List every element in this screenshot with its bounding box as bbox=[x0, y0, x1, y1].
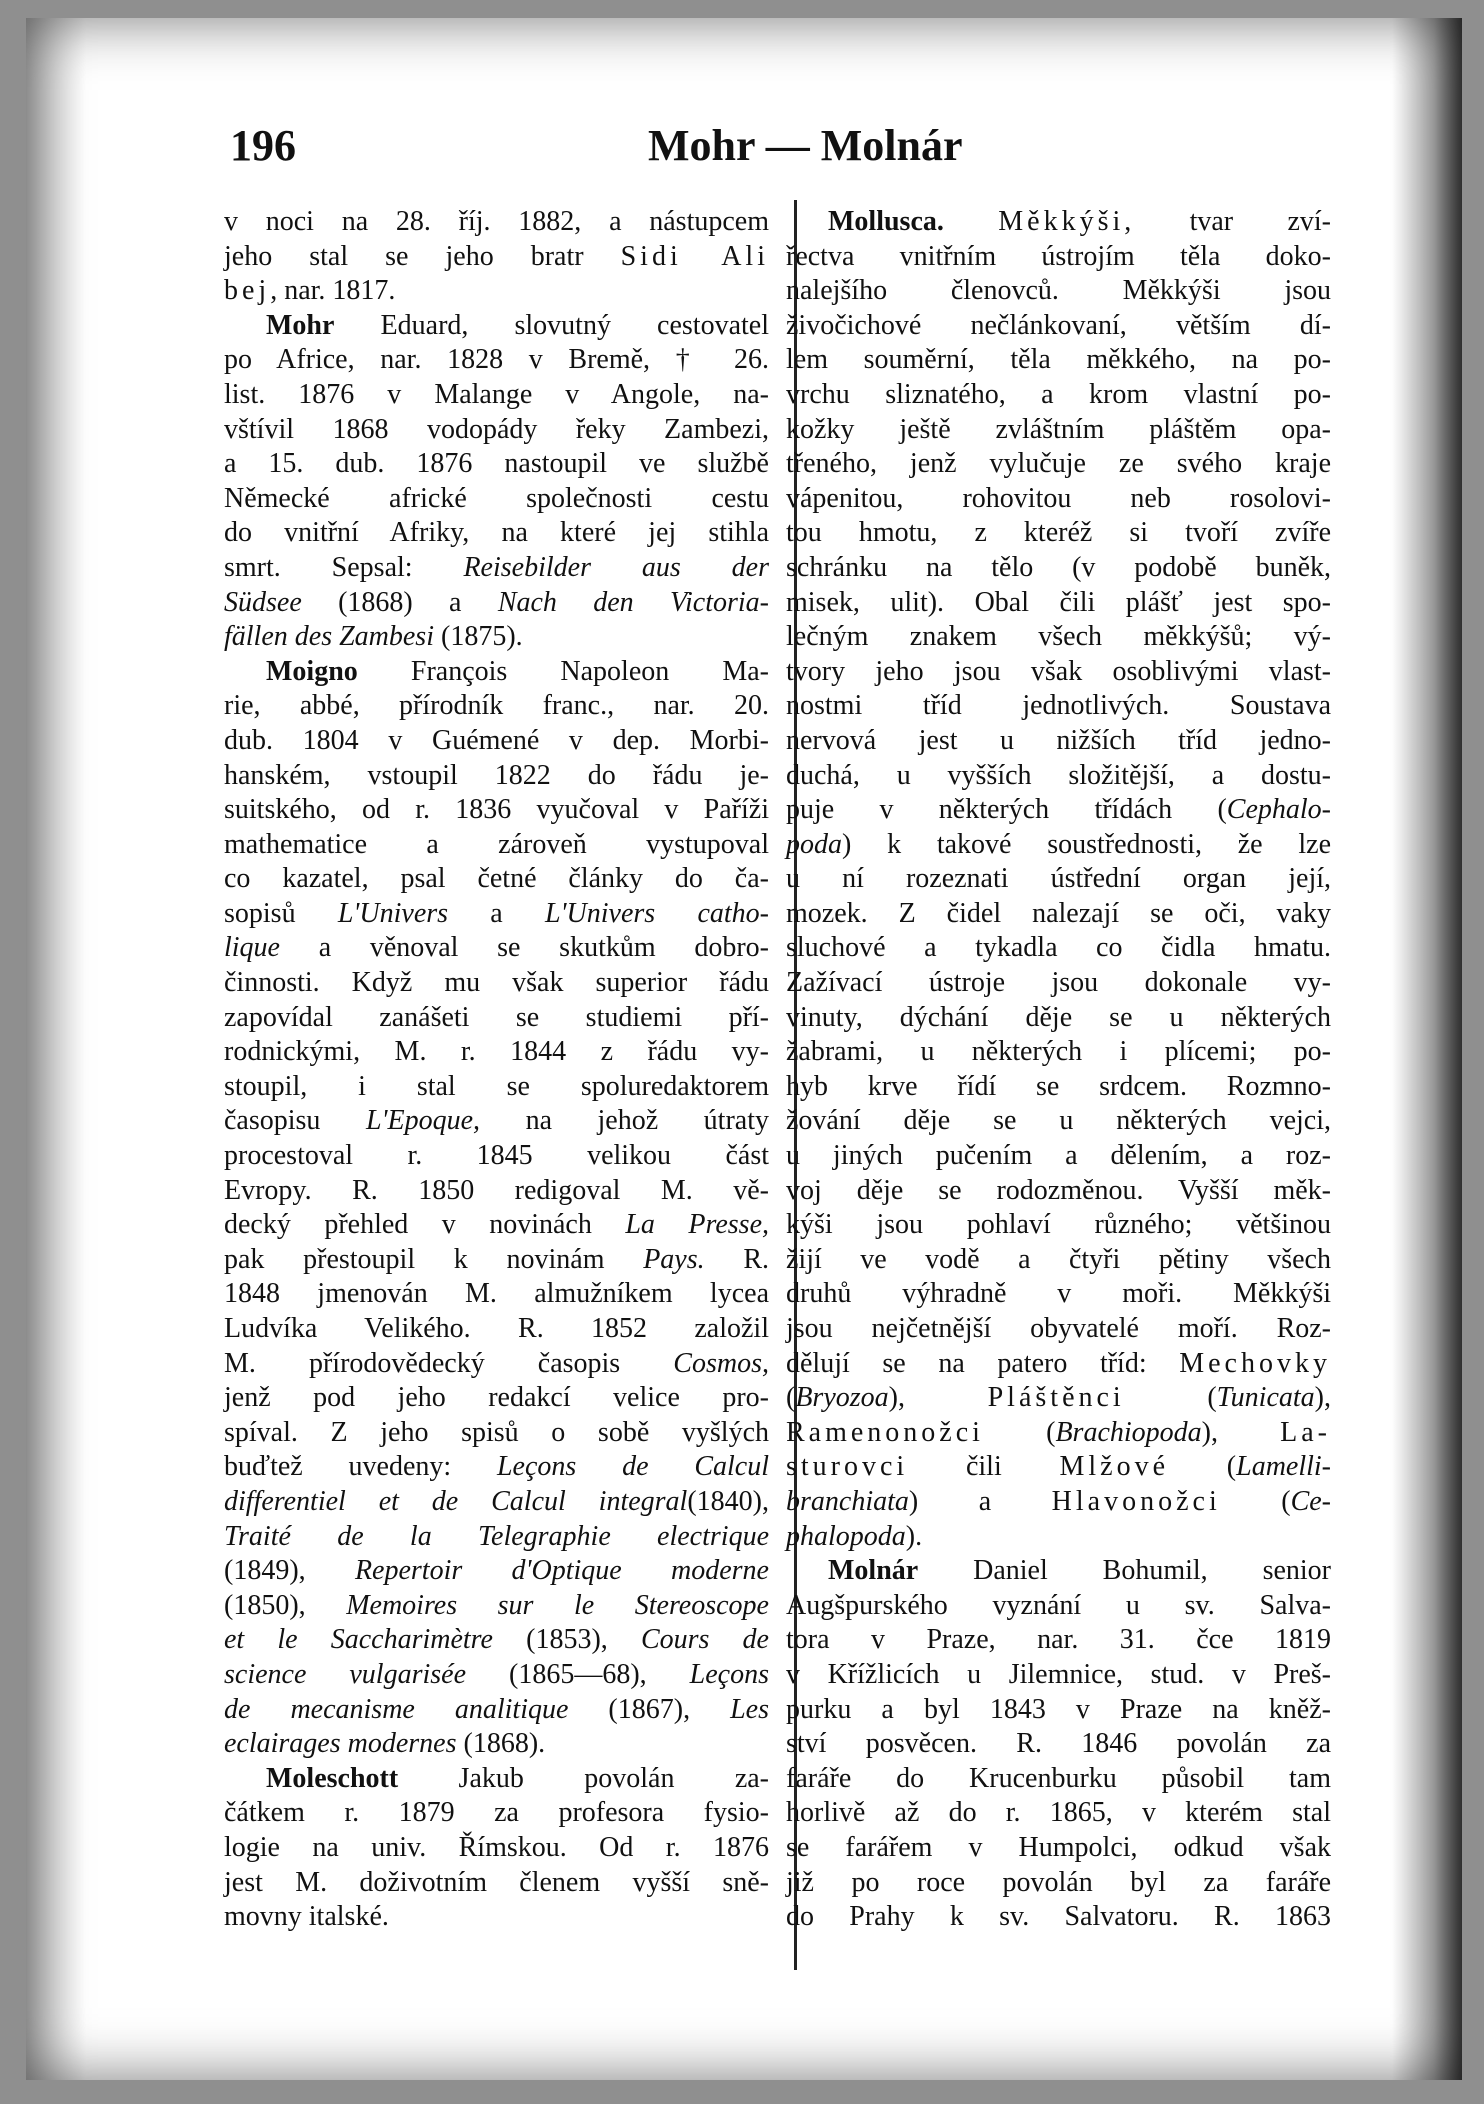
text-run: Cephalo- bbox=[1226, 794, 1331, 826]
page-edge-shadow-right bbox=[1392, 18, 1462, 2080]
text-line bbox=[786, 620, 1331, 655]
text-run: et le Saccharimètre bbox=[224, 1624, 493, 1656]
text-run: faráře do Krucenburku působil tam bbox=[786, 1762, 1331, 1794]
text-run: (1868) a bbox=[301, 586, 498, 618]
text-line bbox=[224, 1796, 769, 1831]
text-run: ( bbox=[1169, 1451, 1237, 1483]
text-run: u jiných pučením a dělením, a roz- bbox=[786, 1140, 1331, 1172]
text-run: Memoires sur le Stereoscope bbox=[346, 1589, 769, 1621]
text-line bbox=[224, 862, 769, 897]
text-run: voj děje se rodozměnou. Vyšší měk- bbox=[786, 1174, 1331, 1206]
text-line bbox=[224, 1450, 769, 1485]
text-run: Sidi Ali bbox=[620, 240, 769, 272]
text-line bbox=[786, 1450, 1331, 1485]
text-line bbox=[786, 1243, 1331, 1278]
text-run: do vnitřní Afriky, na které jej stihla bbox=[224, 517, 769, 549]
text-line bbox=[224, 1001, 769, 1036]
text-run: ( bbox=[1124, 1382, 1217, 1414]
text-run: Cosmos, bbox=[673, 1347, 769, 1379]
text-line bbox=[786, 655, 1331, 690]
text-run: L'Epoque, bbox=[365, 1105, 481, 1137]
text-run: činnosti. Když mu však superior řádu bbox=[224, 967, 769, 999]
text-run: třeného, jenž vylučuje ze svého kraje bbox=[786, 448, 1331, 480]
entry-headword: Moigno bbox=[266, 655, 358, 687]
page-number: 196 bbox=[230, 121, 296, 170]
text-run: logie na univ. Římskou. Od r. 1876 bbox=[224, 1831, 769, 1863]
text-line bbox=[224, 724, 769, 759]
text-run: se farářem v Humpolci, odkud však bbox=[786, 1831, 1331, 1863]
text-line bbox=[786, 793, 1331, 828]
text-line bbox=[224, 1727, 769, 1762]
text-run: smrt. Sepsal: bbox=[224, 551, 464, 583]
text-run: hyb krve řídí se srdcem. Rozmno- bbox=[786, 1070, 1331, 1102]
text-run: Zažívací ústroje jsou dokonale vy- bbox=[786, 967, 1331, 999]
text-line bbox=[786, 1727, 1331, 1762]
text-run: schránku na tělo (v podobě buněk, bbox=[786, 551, 1331, 583]
page-edge-shadow-left bbox=[26, 18, 86, 2080]
text-run: list. 1876 v Malange v Angole, na- bbox=[224, 378, 769, 410]
text-run: M. přírodovědecký časopis bbox=[224, 1347, 674, 1379]
text-line bbox=[224, 1520, 769, 1555]
text-line bbox=[224, 413, 769, 448]
text-line bbox=[224, 1381, 769, 1416]
text-run: řectva vnitřním ústrojím těla doko- bbox=[786, 240, 1331, 272]
text-line bbox=[224, 1277, 769, 1312]
text-line bbox=[786, 309, 1331, 344]
text-line bbox=[224, 897, 769, 932]
text-line bbox=[786, 897, 1331, 932]
text-line bbox=[786, 343, 1331, 378]
text-run: ství posvěcen. R. 1846 povolán za bbox=[786, 1728, 1331, 1760]
text-run: (1849), bbox=[224, 1555, 355, 1587]
text-run: poda bbox=[786, 828, 842, 860]
text-run: , nar. 1817. bbox=[270, 275, 396, 307]
text-run: jest M. doživotním členem vyšší sně- bbox=[224, 1866, 769, 1898]
text-run: Lamelli- bbox=[1236, 1451, 1332, 1483]
text-run: lem souměrní, těla měkkého, na po- bbox=[786, 344, 1331, 376]
text-line bbox=[786, 1589, 1331, 1624]
text-run: a 15. dub. 1876 nastoupil ve službě bbox=[224, 448, 769, 480]
text-run: nalejšího členovců. Měkkýši jsou bbox=[786, 275, 1331, 307]
text-line bbox=[224, 205, 769, 240]
text-line bbox=[786, 205, 1331, 240]
text-run: tvar zví- bbox=[1135, 206, 1332, 237]
text-line bbox=[224, 1347, 769, 1382]
text-run: rodnickými, M. r. 1844 z řádu vy- bbox=[224, 1036, 769, 1068]
text-line bbox=[224, 793, 769, 828]
text-line bbox=[786, 759, 1331, 794]
text-line bbox=[224, 1589, 769, 1624]
text-run: de mecanisme analitique bbox=[224, 1693, 569, 1725]
text-line bbox=[786, 516, 1331, 551]
text-line bbox=[224, 1658, 769, 1693]
text-run: rie, abbé, přírodník franc., nar. 20. bbox=[224, 690, 769, 722]
text-line bbox=[224, 1035, 769, 1070]
text-line bbox=[786, 1485, 1331, 1520]
text-line bbox=[224, 828, 769, 863]
text-line bbox=[786, 1520, 1331, 1555]
text-run: tora v Praze, nar. 31. čce 1819 bbox=[786, 1624, 1331, 1656]
text-run: čili bbox=[908, 1451, 1060, 1483]
text-run: suitského, od r. 1836 vyučoval v Paříži bbox=[224, 794, 769, 826]
text-run: jeho stal se jeho bratr bbox=[224, 240, 621, 272]
text-run: sluchové a tykadla co čidla hmatu. bbox=[786, 932, 1331, 964]
text-run: zapovídal zanášeti se studiemi pří- bbox=[224, 1001, 769, 1033]
text-line bbox=[786, 1866, 1331, 1901]
text-run: Pays. bbox=[643, 1243, 705, 1275]
text-run: Ramenonožci bbox=[786, 1416, 984, 1448]
text-run: (1853), bbox=[492, 1624, 641, 1656]
text-run: pak přestoupil k novinám bbox=[224, 1243, 644, 1275]
text-run: a věnoval se skutkům dobro- bbox=[280, 932, 769, 964]
text-line bbox=[224, 620, 769, 655]
text-run: duchá, u vyšších složitější, a dostu- bbox=[786, 759, 1331, 791]
text-run: nostmi tříd jednotlivých. Soustava bbox=[786, 690, 1331, 722]
text-run: Traité de la Telegraphie electrique bbox=[224, 1520, 769, 1552]
text-line bbox=[786, 1796, 1331, 1831]
text-run: mozek. Z čidel nalezají se oči, vaky bbox=[786, 897, 1331, 929]
text-run: Jakub povolán za- bbox=[398, 1762, 769, 1794]
text-line bbox=[786, 586, 1331, 621]
text-run: fällen des Zambesi bbox=[224, 621, 434, 653]
text-run: žabrami, u některých i plícemi; po- bbox=[786, 1036, 1331, 1068]
text-run: vštívil 1868 vodopády řeky Zambezi, bbox=[224, 413, 769, 445]
text-run: puje v některých třídách ( bbox=[786, 794, 1227, 826]
text-line bbox=[786, 482, 1331, 517]
text-run: movny italské. bbox=[224, 1901, 389, 1933]
text-line bbox=[224, 1174, 769, 1209]
text-run: buďtež uvedeny: bbox=[224, 1451, 497, 1483]
text-run: na jehož útraty bbox=[480, 1105, 769, 1137]
text-line bbox=[786, 1831, 1331, 1866]
text-line bbox=[786, 378, 1331, 413]
text-run: jenž pod jeho redakcí velice pro- bbox=[224, 1382, 769, 1414]
text-run: Leçons bbox=[689, 1658, 769, 1690]
text-line bbox=[224, 378, 769, 413]
text-run: sopisů bbox=[224, 897, 338, 929]
right-column bbox=[786, 205, 1331, 1935]
text-line bbox=[786, 413, 1331, 448]
text-line bbox=[224, 1623, 769, 1658]
text-line bbox=[786, 1762, 1331, 1797]
text-run: horlivě až do r. 1865, v kterém stal bbox=[786, 1797, 1331, 1829]
text-line bbox=[786, 1139, 1331, 1174]
text-line bbox=[224, 759, 769, 794]
text-run: čátkem r. 1879 za profesora fysio- bbox=[224, 1797, 769, 1829]
text-line bbox=[224, 1762, 769, 1797]
text-line bbox=[786, 1623, 1331, 1658]
text-run: ) a bbox=[908, 1485, 1052, 1517]
text-run: po Africe, nar. 1828 v Bremě, † 26. bbox=[224, 344, 769, 376]
text-run: Leçons de Calcul bbox=[496, 1451, 769, 1483]
text-run: differentiel et de Calcul integral bbox=[224, 1485, 688, 1517]
text-run: Ludvíka Velikého. R. 1852 založil bbox=[224, 1313, 769, 1344]
text-run: vinuty, dýchání děje se u některých bbox=[786, 1001, 1331, 1033]
text-run: Eduard, slovutný cestovatel bbox=[334, 309, 769, 341]
text-run: živočichové nečlánkovaní, větším dí- bbox=[786, 309, 1331, 341]
text-line bbox=[786, 1381, 1331, 1416]
text-run: Evropy. R. 1850 redigoval M. vě- bbox=[224, 1174, 769, 1206]
text-line bbox=[224, 1208, 769, 1243]
text-line bbox=[224, 516, 769, 551]
text-run: Mlžové bbox=[1059, 1451, 1170, 1483]
text-run: phalopoda bbox=[786, 1520, 906, 1552]
text-run: Hlavonožci bbox=[1051, 1485, 1221, 1517]
text-line bbox=[786, 828, 1331, 863]
text-run: Nach den Victoria- bbox=[497, 586, 769, 618]
text-run: misek, ulit). Obal čili plášť jest spo- bbox=[786, 586, 1331, 618]
text-line bbox=[224, 689, 769, 724]
text-run: Tunicata bbox=[1216, 1382, 1315, 1414]
text-run: jsou nejčetnější obyvatelé moří. Roz- bbox=[786, 1313, 1331, 1344]
text-run: bej bbox=[224, 275, 271, 307]
text-line bbox=[224, 1693, 769, 1728]
text-run: Cours de bbox=[640, 1624, 769, 1656]
text-line bbox=[786, 240, 1331, 275]
text-run: La- bbox=[1280, 1416, 1331, 1448]
text-line bbox=[786, 1104, 1331, 1139]
text-run: kožky ještě zvláštním pláštěm opa- bbox=[786, 413, 1331, 445]
text-run: žování děje se u některých vejci, bbox=[786, 1105, 1331, 1137]
text-run: Bryozoa bbox=[795, 1382, 889, 1414]
text-line bbox=[224, 655, 769, 690]
text-run: (1850), bbox=[224, 1589, 347, 1621]
text-line bbox=[224, 1485, 769, 1520]
text-line bbox=[224, 1866, 769, 1901]
text-run: stoupil, i stal se spoluredaktorem bbox=[224, 1070, 769, 1102]
text-run: sturovci bbox=[786, 1451, 909, 1483]
text-run: branchiata bbox=[786, 1485, 909, 1517]
text-run: Daniel Bohumil, senior bbox=[918, 1555, 1331, 1587]
text-line bbox=[786, 447, 1331, 482]
text-run: již po roce povolán byl za faráře bbox=[786, 1866, 1331, 1898]
text-line bbox=[786, 966, 1331, 1001]
text-run: Südsee bbox=[224, 586, 302, 618]
text-run: Německé africké společnosti cestu bbox=[224, 482, 769, 514]
text-line bbox=[224, 240, 769, 275]
text-line bbox=[786, 1174, 1331, 1209]
text-line bbox=[224, 274, 769, 309]
text-line bbox=[786, 1035, 1331, 1070]
running-head: Mohr — Molnár bbox=[648, 121, 963, 170]
text-run: (1867), bbox=[568, 1693, 731, 1725]
entry-headword: Molnár bbox=[828, 1555, 919, 1587]
text-run: decký přehled v novinách bbox=[224, 1209, 626, 1241]
text-line bbox=[224, 1243, 769, 1278]
text-line bbox=[786, 1208, 1331, 1243]
text-line bbox=[224, 1139, 769, 1174]
text-line bbox=[786, 1312, 1331, 1347]
text-run: u ní rozeznati ústřední organ její, bbox=[786, 863, 1331, 895]
text-line bbox=[786, 862, 1331, 897]
text-run: procestoval r. 1845 velikou část bbox=[224, 1140, 769, 1172]
text-line bbox=[786, 1277, 1331, 1312]
text-run: a bbox=[448, 897, 545, 929]
text-run: mathematice a zároveň vystupoval bbox=[224, 828, 769, 860]
text-run: (1868). bbox=[456, 1728, 546, 1760]
text-line bbox=[786, 1416, 1331, 1451]
text-line bbox=[224, 931, 769, 966]
text-line bbox=[224, 1104, 769, 1139]
text-run: (1865—68), bbox=[466, 1658, 690, 1690]
text-line bbox=[786, 1001, 1331, 1036]
text-run: L'Univers bbox=[337, 897, 449, 929]
text-run: spíval. Z jeho spisů o sobě vyšlých bbox=[224, 1416, 769, 1448]
text-run: druhů výhradně v moři. Měkkýši bbox=[786, 1278, 1331, 1310]
text-run: science vulgarisée bbox=[224, 1658, 467, 1690]
text-run: R. bbox=[704, 1243, 769, 1275]
text-line bbox=[224, 1900, 769, 1935]
text-run: dub. 1804 v Guémené v dep. Morbi- bbox=[224, 724, 769, 756]
text-line bbox=[224, 1831, 769, 1866]
text-run: François Napoleon Ma- bbox=[357, 655, 769, 687]
text-run: Pláštěnci bbox=[987, 1382, 1125, 1414]
text-run: ), bbox=[888, 1382, 988, 1414]
text-run: vrchu sliznatého, a krom vlastní po- bbox=[786, 378, 1331, 410]
text-run: lečným znakem všech měkkýšů; vý- bbox=[786, 621, 1331, 653]
text-line bbox=[224, 343, 769, 378]
text-run: Augšpurského vyznání u sv. Salva- bbox=[786, 1589, 1331, 1621]
text-run: tvory jeho jsou však osoblivými vlast- bbox=[786, 655, 1331, 687]
text-run: ), bbox=[1314, 1382, 1331, 1414]
text-run: Ce- bbox=[1290, 1485, 1331, 1517]
text-run: v Křížlicích u Jilemnice, stud. v Preš- bbox=[786, 1658, 1331, 1690]
text-run: dělují se na patero tříd: bbox=[786, 1347, 1180, 1379]
text-line bbox=[224, 551, 769, 586]
text-run: do Prahy k sv. Salvatoru. R. 1863 bbox=[786, 1901, 1331, 1933]
text-run: Brachiopoda bbox=[1055, 1416, 1202, 1448]
text-run: Mechovky bbox=[1179, 1347, 1331, 1379]
text-line bbox=[224, 482, 769, 517]
text-run: kýši jsou pohlaví různého; většinou bbox=[786, 1209, 1331, 1241]
text-run: časopisu bbox=[224, 1105, 366, 1137]
text-run: co kazatel, psal četné články do ča- bbox=[224, 863, 769, 895]
text-line bbox=[786, 1900, 1331, 1935]
text-line bbox=[224, 586, 769, 621]
text-run: ( bbox=[1220, 1485, 1291, 1517]
text-run: L'Univers catho- bbox=[544, 897, 769, 929]
text-run: ), bbox=[1201, 1416, 1281, 1448]
text-run: ( bbox=[983, 1416, 1056, 1448]
text-line bbox=[786, 1658, 1331, 1693]
text-run: ( bbox=[786, 1382, 796, 1414]
text-line bbox=[224, 309, 769, 344]
text-line bbox=[224, 966, 769, 1001]
text-run: hanském, vstoupil 1822 do řádu je- bbox=[224, 759, 769, 791]
left-column bbox=[224, 205, 769, 1935]
text-run: ) k takové soustřednosti, že lze bbox=[842, 828, 1331, 860]
text-run: eclairages modernes bbox=[224, 1728, 457, 1760]
text-run: nervová jest u nižších tříd jedno- bbox=[786, 724, 1331, 756]
text-run: ). bbox=[905, 1520, 923, 1552]
text-run: Les bbox=[730, 1693, 769, 1725]
text-line bbox=[786, 724, 1331, 759]
text-line bbox=[224, 1312, 769, 1347]
entry-headword: Mollusca. bbox=[828, 206, 944, 237]
page-header bbox=[230, 120, 990, 180]
text-line bbox=[224, 447, 769, 482]
text-run: v noci na 28. říj. 1882, a nástupcem bbox=[224, 206, 769, 237]
text-run: Měkkýši, bbox=[998, 206, 1136, 237]
text-line bbox=[786, 931, 1331, 966]
text-run: (1875). bbox=[434, 621, 523, 653]
text-line bbox=[786, 551, 1331, 586]
text-run: tou hmotu, z kteréž si tvoří zvíře bbox=[786, 517, 1331, 549]
text-run: La Presse, bbox=[625, 1209, 769, 1241]
text-line bbox=[786, 1347, 1331, 1382]
text-line bbox=[224, 1070, 769, 1105]
text-line bbox=[786, 1070, 1331, 1105]
entry-headword: Moleschott bbox=[266, 1762, 399, 1794]
text-line bbox=[786, 1554, 1331, 1589]
text-run: lique bbox=[224, 932, 280, 964]
text-run: žijí ve vodě a čtyři pětiny všech bbox=[786, 1243, 1331, 1275]
text-line bbox=[224, 1416, 769, 1451]
text-run: Reisebilder aus der bbox=[463, 551, 769, 583]
text-run: 1848 jmenován M. almužníkem lycea bbox=[224, 1278, 769, 1310]
text-run bbox=[944, 206, 998, 237]
text-line bbox=[786, 274, 1331, 309]
text-run: purku a byl 1843 v Praze na kněž- bbox=[786, 1693, 1331, 1725]
text-line bbox=[786, 1693, 1331, 1728]
text-run: (1840), bbox=[687, 1485, 769, 1517]
text-line bbox=[786, 689, 1331, 724]
text-run: Repertoir d'Optique moderne bbox=[354, 1555, 769, 1587]
text-line bbox=[224, 1554, 769, 1589]
text-run: vápenitou, rohovitou neb rosolovi- bbox=[786, 482, 1331, 514]
entry-headword: Mohr bbox=[266, 309, 335, 341]
